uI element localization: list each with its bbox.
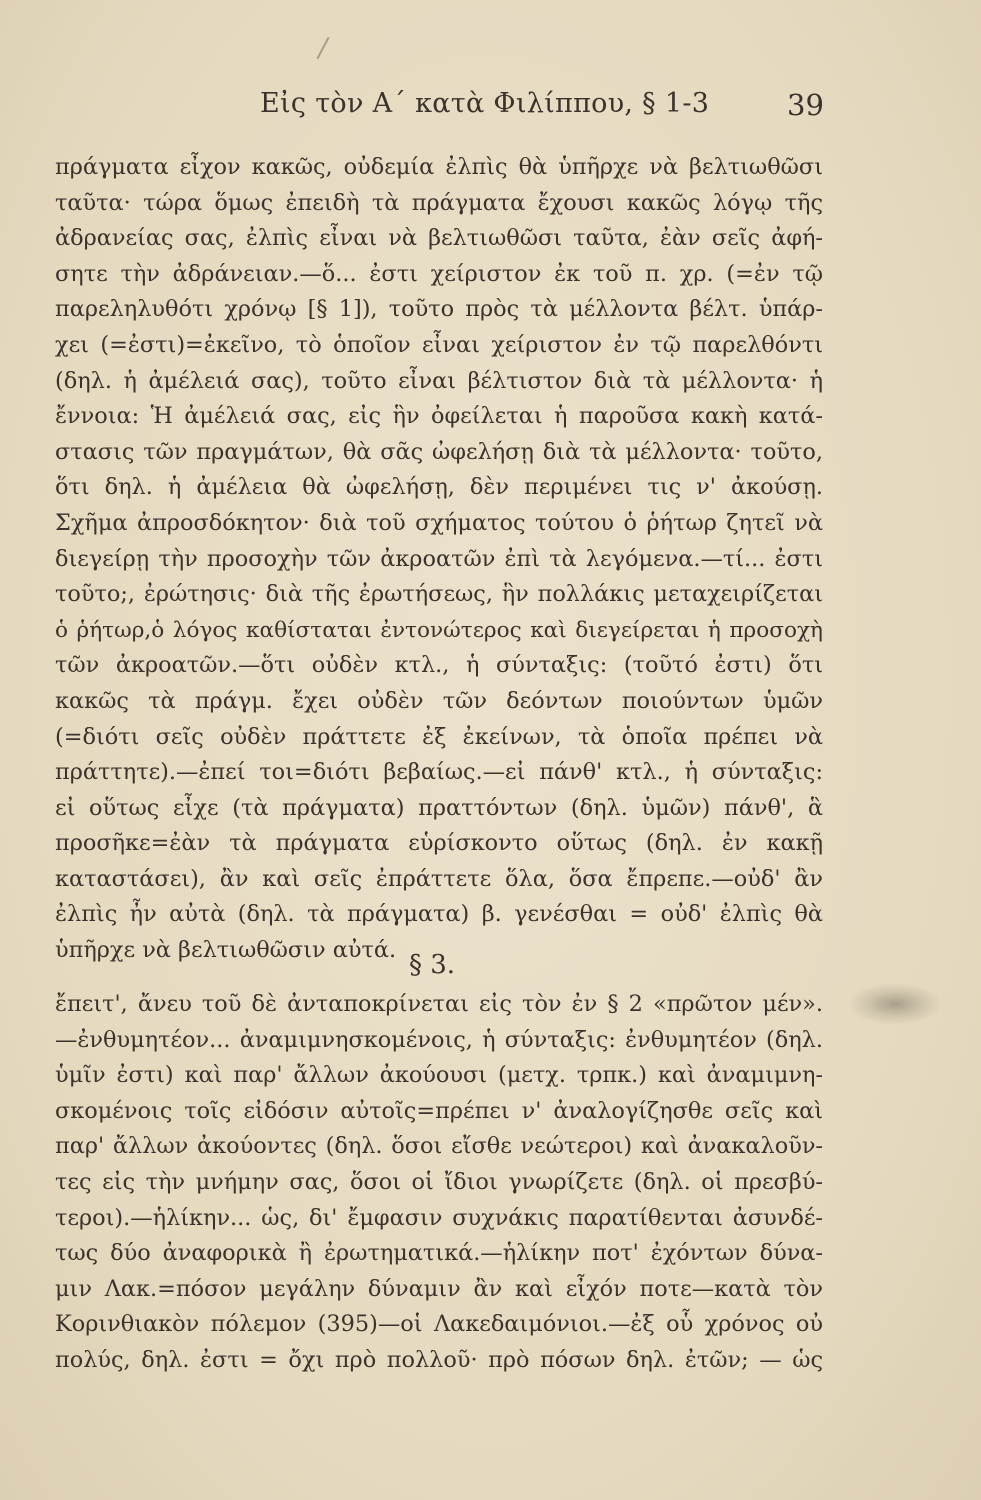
text-line: ὑπῆρχε νὰ βελτιωθῶσιν αὐτά. [55, 937, 397, 964]
text-line: τως δύο ἀναφορικὰ ἢ ἐρωτηματικά.—ἡλίκην ποτ' ἐχόντων δύνα- [55, 1240, 823, 1267]
text-line: τες εἰς τὴν μνήμην σας, ὅσοι οἱ ἴδιοι γνωρίζετε (δηλ. οἱ πρεσβύ- [55, 1168, 823, 1195]
text-line: ὁ ῥήτωρ,ὁ λόγος καθίσταται ἐντονώτερος καὶ διεγείρεται ἡ προσοχὴ [55, 617, 823, 643]
text-line: σητε τὴν ἀδράνειαν.—ὅ... ἐστι χείριστον ἐκ τοῦ π. χρ. (=ἐν τῷ [55, 260, 823, 287]
paragraph-commentary-2 [55, 987, 823, 1379]
paper-stain [850, 984, 940, 1024]
text-line: πράγματα εἶχον κακῶς, οὐδεμία ἐλπὶς θὰ ὑπῆρχε νὰ βελτιωθῶσι [55, 154, 823, 180]
text-line: καταστάσει), ἂν καὶ σεῖς ἐπράττετε ὅλα, ὅσα ἔπρεπε.—οὐδ' ἂν [55, 865, 823, 892]
text-line: παρεληλυθότι χρόνῳ [§ 1]), τοῦτο πρὸς τὰ μέλλοντα βέλτ. ὑπάρ- [55, 296, 823, 323]
text-line: ὅτι δηλ. ἡ ἀμέλεια θὰ ὠφελήσῃ, δὲν περιμένει τις ν' ἀκούσῃ. [55, 474, 823, 501]
text-line: (=διότι σεῖς οὐδὲν πράττετε ἐξ ἐκείνων, τὰ ὁποῖα πρέπει νὰ [55, 723, 823, 750]
text-line: διεγείρῃ τὴν προσοχὴν τῶν ἀκροατῶν ἐπὶ τὰ λεγόμενα.—τί... ἐστι [55, 545, 823, 572]
text-line: ταῦτα· τώρα ὅμως ἐπειδὴ τὰ πράγματα ἔχουσι κακῶς λόγῳ τῆς [55, 189, 823, 216]
text-line: στασις τῶν πραγμάτων, θὰ σᾶς ὠφελήσῃ διὰ τὰ μέλλοντα· τοῦτο, [55, 438, 823, 465]
text-line: τῶν ἀκροατῶν.—ὅτι οὐδὲν κτλ., ἡ σύνταξις: (τοῦτό ἐστι) ὅτι [55, 652, 823, 679]
text-line: ἔπειτ', ἄνευ τοῦ δὲ ἀνταποκρίνεται εἰς τὸν ἐν § 2 «πρῶτον μέν». [55, 991, 823, 1017]
paragraph-commentary-1 [55, 150, 823, 969]
text-line: τοῦτο;, ἐρώτησις· διὰ τῆς ἐρωτήσεως, ἣν πολλάκις μεταχειρίζεται [55, 581, 823, 608]
text-line: ἐλπὶς ἦν αὐτὰ (δηλ. τὰ πράγματα) β. γενέσθαι = οὐδ' ἐλπὶς θὰ [55, 901, 823, 928]
pencil-mark [316, 37, 329, 59]
section-heading: § 3. [409, 950, 456, 980]
text-line: παρ' ἄλλων ἀκούοντες (δηλ. ὅσοι εἴσθε νεώτεροι) καὶ ἀνακαλοῦν- [55, 1133, 823, 1160]
page-number: 39 [787, 88, 824, 122]
text-line: μιν Λακ.=πόσον μεγάλην δύναμιν ἂν καὶ εἶχόν ποτε—κατὰ τὸν [55, 1275, 823, 1302]
text-line: κακῶς τὰ πράγμ. ἔχει οὐδὲν τῶν δεόντων ποιούντων ὑμῶν [55, 687, 823, 714]
text-line: τεροι).—ἡλίκην... ὡς, δι' ἔμφασιν συχνάκις παρατίθενται ἀσυνδέ- [55, 1204, 823, 1231]
text-line: πολύς, δηλ. ἐστι = ὄχι πρὸ πολλοῦ· πρὸ πόσων δηλ. ἐτῶν; — ὡς [55, 1346, 823, 1373]
text-line: εἰ οὕτως εἶχε (τὰ πράγματα) πραττόντων (δηλ. ὑμῶν) πάνθ', ἃ [55, 794, 823, 821]
text-line: σκομένοις τοῖς εἰδόσιν αὐτοῖς=πρέπει ν' ἀναλογίζησθε σεῖς καὶ [55, 1097, 823, 1124]
text-line: (δηλ. ἡ ἀμέλειά σας), τοῦτο εἶναι βέλτιστον διὰ τὰ μέλλοντα· ἡ [55, 367, 823, 394]
text-line: ὑμῖν ἐστι) καὶ παρ' ἄλλων ἀκούουσι (μετχ. τρπκ.) καὶ ἀναμιμνη- [55, 1062, 823, 1089]
running-title: Εἰς τὸν Α´ κατὰ Φιλίππου, § 1-3 [260, 88, 710, 119]
text-line: χει (=ἐστι)=ἐκεῖνο, τὸ ὁποῖον εἶναι χείριστον ἐν τῷ παρελθόντι [55, 331, 823, 358]
text-line: ἀδρανείας σας, ἐλπὶς εἶναι νὰ βελτιωθῶσι ταῦτα, ἐὰν σεῖς ἀφή- [55, 225, 823, 252]
text-line: πράττητε).—ἐπεί τοι=διότι βεβαίως.—εἰ πάνθ' κτλ., ἡ σύνταξις: [55, 759, 823, 786]
text-line: ἔννοια: Ἡ ἀμέλειά σας, εἰς ἣν ὀφείλεται ἡ παροῦσα κακὴ κατά- [55, 403, 823, 430]
text-line: Κορινθιακὸν πόλεμον (395)—οἱ Λακεδαιμόνιοι.—ἐξ οὗ χρόνος οὐ [55, 1311, 823, 1338]
text-line: —ἐνθυμητέον... ἀναμιμνησκομένοις, ἡ σύνταξις: ἐνθυμητέον (δηλ. [55, 1026, 823, 1053]
text-line: προσῆκε=ἐὰν τὰ πράγματα εὑρίσκοντο οὕτως (δηλ. ἐν κακῇ [55, 830, 823, 857]
text-line: Σχῆμα ἀπροσδόκητον· διὰ τοῦ σχήματος τούτου ὁ ῥήτωρ ζητεῖ νὰ [55, 509, 823, 536]
